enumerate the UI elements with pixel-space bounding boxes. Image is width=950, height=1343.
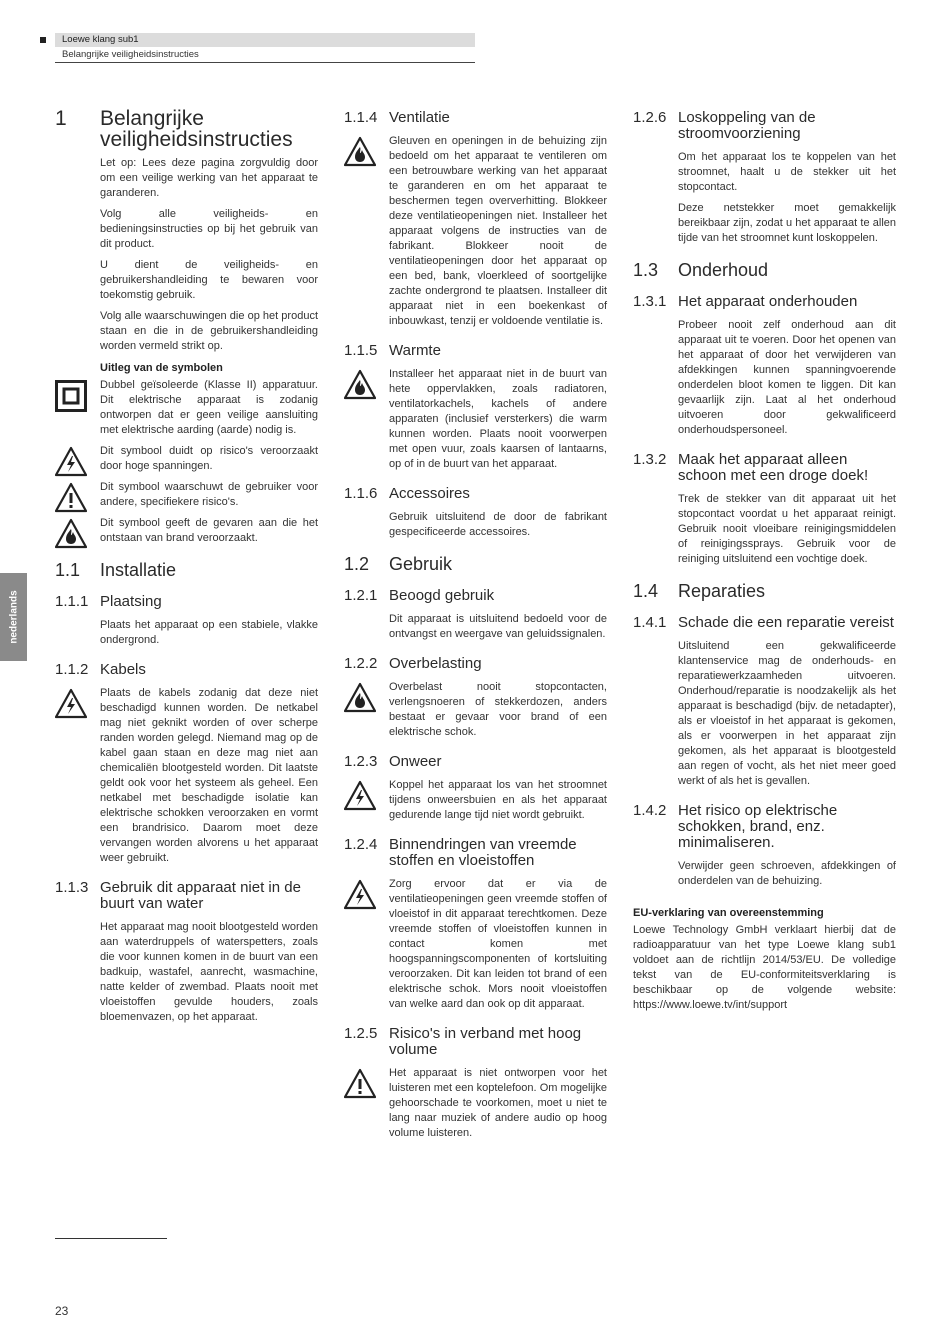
- heading-number: 1.3.1: [633, 293, 667, 310]
- heading-3: [344, 110, 607, 126]
- heading-number: 1.1.5: [344, 342, 378, 359]
- heading-number: 1.2: [344, 554, 370, 574]
- heading-title: Installatie: [100, 560, 177, 580]
- heading-title: Kabels: [100, 661, 146, 678]
- language-tab-label: nederlands: [8, 590, 19, 644]
- paragraph: Probeer nooit zelf onderhoud aan dit apparaat uit te voeren. Door het openen van het apparaat of door het verwijderen van afdekkingen kunnen spanningvoerende onderdelen bloot komen te liggen. Dit kan gevaarlijk zijn. Laat al het onderhoud uitvoeren door gekwalificeerd onderhoudspersoneel.: [678, 319, 896, 436]
- paragraph: Het apparaat is niet ontworpen voor het luisteren met een koptelefoon. Om mogelijke gehoorschade te voorkomen, moet u niet te lang naar muziek of andere audio op hoog volume luisteren.: [389, 1067, 607, 1139]
- heading-3: [344, 837, 607, 869]
- heading-3: [633, 452, 896, 484]
- paragraph: Verwijder geen schroeven, afdekkingen of onderdelen van de behuizing.: [678, 860, 896, 887]
- doc-title: Loewe klang sub1: [62, 34, 139, 45]
- language-tab: [0, 573, 27, 661]
- heading-title: Reparaties: [678, 581, 766, 601]
- heading-3: [344, 486, 607, 502]
- column-3: [633, 108, 896, 1019]
- heading-title: Binnendringen van vreemde stoffen en vloeistoffen: [389, 836, 577, 869]
- symbol-desc: Dit symbool geeft de gevaren aan die het ontstaan van brand veroorzaakt.: [100, 517, 318, 544]
- heading-title: Het risico op elektrische schokken, brand, enz. minimaliseren.: [678, 802, 838, 851]
- symbols-title: Uitleg van de symbolen: [100, 362, 223, 374]
- intro-paragraph: Volg alle veiligheids- en bedieningsinstructies op bij het gebruik van dit product.: [100, 208, 318, 250]
- symbol-row-fire: [55, 516, 318, 546]
- fire-icon: [55, 518, 87, 550]
- heading-title: Risico's in verband met hoog volume: [389, 1025, 582, 1058]
- paragraph: Het apparaat mag nooit blootgesteld worden aan waterdruppels of waterspetters, zoals die voor kunnen komen in de buurt van een badkuip, wastafel, aanrecht, wasmachine, natte kelder of zwembad. Plaats nooit met vloeistoffen gevulde houders, zoals bloemenvazen, op het apparaat.: [100, 921, 318, 1023]
- footnote-rule: [55, 1238, 167, 1239]
- heading-3: [633, 110, 896, 142]
- heading-3: [344, 656, 607, 672]
- column-2: [344, 108, 607, 1147]
- paragraph: Installeer het apparaat niet in de buurt van hete oppervlakken, zoals radiatoren, ventilatorkachels, kachels of andere apparaten (inclusief versterkers) die warm kunnen worden. Plaats nooit voorwerpen met open vuur, zoals kaarsen of lantaarns, op of in de buurt van het apparaat.: [389, 368, 607, 470]
- heading-title: Gebruik dit apparaat niet in de buurt van water: [100, 879, 301, 912]
- symbol-desc: Dit symbool waarschuwt de gebruiker voor andere, specifiekere risico's.: [100, 481, 318, 508]
- heading-title: Loskoppeling van de stroomvoorziening: [678, 109, 816, 142]
- heading-title: Schade die een reparatie vereist: [678, 614, 894, 631]
- paragraph: Plaats het apparaat op een stabiele, vlakke ondergrond.: [100, 619, 318, 646]
- paragraph-with-icon: [344, 778, 607, 823]
- high-voltage-icon: [344, 879, 376, 911]
- double-insulated-icon: [55, 380, 87, 412]
- heading-number: 1.1.6: [344, 485, 378, 502]
- heading-number: 1.2.1: [344, 587, 378, 604]
- fire-icon: [344, 136, 376, 168]
- symbol-row-warning: [55, 480, 318, 510]
- header-bullet: [40, 37, 46, 43]
- heading-number: 1.2.2: [344, 655, 378, 672]
- paragraph-with-icon: [344, 1066, 607, 1141]
- heading-title: Beoogd gebruik: [389, 587, 495, 604]
- paragraph: Plaats de kabels zodanig dat deze niet beschadigd kunnen worden. De netkabel mag niet geknikt worden of over scherpe randen worden gelegd. Niemand mag op de kabel gaan staan en deze mag niet aan chemicaliën blootgesteld worden. Dit laatste geldt ook voor het systeem als geheel. Een netkabel met beschadigde isolatie kan elektrische schokken veroorzaken en vormt een brandrisico. Daarom moet deze vervangen worden alvorens u het apparaat weer gebruikt.: [100, 687, 318, 864]
- heading-2: [55, 560, 318, 580]
- heading-title: Accessoires: [389, 485, 470, 502]
- heading-number: 1.1.4: [344, 109, 378, 126]
- symbol-row-double-insulated: [55, 378, 318, 438]
- paragraph: Trek de stekker van dit apparaat uit het stopcontact voordat u het apparaat reinigt. Gebruik nooit vloeibare reinigingsmiddelen of reinigingssprays. Gebruik voor de reiniging uitsluitend een vochtige doek.: [678, 493, 896, 565]
- fire-icon: [344, 682, 376, 714]
- paragraph-with-icon: [344, 877, 607, 1012]
- heading-3: [55, 880, 318, 912]
- heading-title: Overbelasting: [389, 655, 482, 672]
- eu-declaration-text: Loewe Technology GmbH verklaart hierbij dat de radioapparatuur van het type Loewe klang sub1 voldoet aan de richtlijn 2014/53/EU. De volledige tekst van de EU-conformiteitsverklaring is beschikbaar op de volgende website: https://www.loewe.tv/int/support: [633, 924, 896, 1011]
- paragraph: Zorg ervoor dat er via de ventilatieopeningen geen vreemde stoffen of vloeistof in dit apparaat terechtkomen. Deze vreemde stoffen of vloeistoffen kunnen in contact komen met hoogspanningscomponenten of kortsluiting veroorzaken. Dit kan leiden tot brand of een elektrische schok. Mors nooit vloeistoffen van welke aard dan ook op dit apparaat.: [389, 878, 607, 1010]
- warning-icon: [55, 482, 87, 514]
- heading-3: [633, 803, 896, 851]
- intro-paragraph: Let op: Lees deze pagina zorgvuldig door om een veilige werking van het apparaat te garanderen.: [100, 157, 318, 199]
- heading-number: 1.1: [55, 560, 81, 580]
- heading-title: Plaatsing: [100, 593, 162, 610]
- page-number: 23: [55, 1304, 69, 1318]
- heading-3: [344, 1026, 607, 1058]
- heading-number: 1.1.3: [55, 879, 89, 896]
- section-title: Belangrijke veiligheidsinstructies: [62, 49, 199, 60]
- heading-2: [344, 554, 607, 574]
- heading-title: Gebruik: [389, 554, 453, 574]
- heading-number: 1.3.2: [633, 451, 667, 468]
- paragraph-with-icon: [344, 134, 607, 329]
- heading-title: Ventilatie: [389, 109, 450, 126]
- paragraph: Gleuven en openingen in de behuizing zijn bedoeld om het apparaat te ventileren om een betrouwbare werking van het apparaat te garanderen en om het apparaat te beschermen tegen oververhitting. Blokkeer deze ventilatieopeningen niet. Installeer het apparaat volgens de instructies van de fabrikant. Blokkeer nooit de ventilatieopeningen door het apparaat op een bed, bank, vloerkleed of soortgelijke zachte ondergrond te plaatsen. Installeer dit apparaat niet in een boekenkast of inbouwkast, tenzij er voldoende ventilatie is.: [389, 135, 607, 327]
- heading-3: [344, 754, 607, 770]
- symbol-desc: Dubbel geïsoleerde (Klasse II) apparatuur. Dit elektrische apparaat is zodanig ontworpen dat er geen veilige aansluiting met elektrische aarding (aarde) nodig is.: [100, 379, 318, 436]
- heading-number: 1: [55, 107, 67, 130]
- header-rule: [55, 62, 475, 63]
- paragraph-with-icon: [344, 367, 607, 472]
- heading-3: [633, 615, 896, 631]
- paragraph: Koppel het apparaat los van het stroomnet tijdens onweersbuien en als het apparaat gedurende lange tijd niet wordt gebruikt.: [389, 779, 607, 821]
- paragraph: Overbelast nooit stopcontacten, verlengsnoeren of stekkerdozen, anders bestaat er gevaar voor brand of een elektrische schok.: [389, 681, 607, 738]
- heading-number: 1.2.6: [633, 109, 667, 126]
- high-voltage-icon: [55, 688, 87, 720]
- high-voltage-icon: [344, 780, 376, 812]
- intro-paragraph: Volg alle waarschuwingen die op het product staan en die in de gebruikershandleiding worden vermeld strikt op.: [100, 310, 318, 352]
- heading-number: 1.1.2: [55, 661, 89, 678]
- paragraph: Deze netstekker moet gemakkelijk bereikbaar zijn, zodat u het apparaat te allen tijde van het stroomnet kunt loskoppelen.: [678, 202, 896, 244]
- fire-icon: [344, 369, 376, 401]
- heading-number: 1.2.3: [344, 753, 378, 770]
- heading-3: [55, 594, 318, 610]
- warning-icon: [344, 1068, 376, 1100]
- heading-3: [344, 343, 607, 359]
- heading-title: Warmte: [389, 342, 441, 359]
- heading-title: Onweer: [389, 753, 442, 770]
- paragraph: Dit apparaat is uitsluitend bedoeld voor de ontvangst en weergave van geluidssignalen.: [389, 613, 607, 640]
- paragraph: Om het apparaat los te koppelen van het stroomnet, haalt u de stekker uit het stopcontact.: [678, 151, 896, 193]
- eu-declaration-title: EU-verklaring van overeenstemming: [633, 907, 824, 919]
- heading-3: [633, 294, 896, 310]
- heading-number: 1.1.1: [55, 593, 89, 610]
- heading-title: Maak het apparaat alleen schoon met een droge doek!: [678, 451, 869, 484]
- heading-2: [633, 260, 896, 280]
- paragraph: Uitsluitend een gekwalificeerde klantenservice mag de onderhouds- en reparatiewerkzaamheden uitvoeren. Onderhoud/reparatie is noodzakelijk als het apparaat is beschadigd (bijv. de netadapter), als er vloeistof in het apparaat is gekomen, als er voorwerpen in het apparaat zijn gekomen, als het apparaat is blootgesteld aan regen of vocht, als het niet meer goed werkt of als het is gevallen.: [678, 640, 896, 787]
- heading-title: Onderhoud: [678, 260, 769, 280]
- heading-3: [344, 588, 607, 604]
- heading-number: 1.4.2: [633, 802, 667, 819]
- heading-title: Belangrijke veiligheidsinstructies: [100, 107, 293, 151]
- heading-3: [55, 662, 318, 678]
- heading-number: 1.3: [633, 260, 659, 280]
- heading-number: 1.2.5: [344, 1025, 378, 1042]
- paragraph: Gebruik uitsluitend de door de fabrikant gespecificeerde accessoires.: [389, 511, 607, 538]
- symbol-desc: Dit symbool duidt op risico's veroorzaakt door hoge spanningen.: [100, 445, 318, 472]
- heading-1: [55, 108, 318, 150]
- paragraph-with-icon: [344, 680, 607, 740]
- heading-number: 1.4: [633, 581, 659, 601]
- column-1: [55, 108, 318, 1031]
- paragraph-with-icon: [55, 686, 318, 866]
- intro-paragraph: U dient de veiligheids- en gebruikershandleiding te bewaren voor toekomstig gebruik.: [100, 259, 318, 301]
- heading-2: [633, 581, 896, 601]
- symbol-row-voltage: [55, 444, 318, 474]
- heading-number: 1.4.1: [633, 614, 667, 631]
- heading-number: 1.2.4: [344, 836, 378, 853]
- heading-title: Het apparaat onderhouden: [678, 293, 858, 310]
- high-voltage-icon: [55, 446, 87, 478]
